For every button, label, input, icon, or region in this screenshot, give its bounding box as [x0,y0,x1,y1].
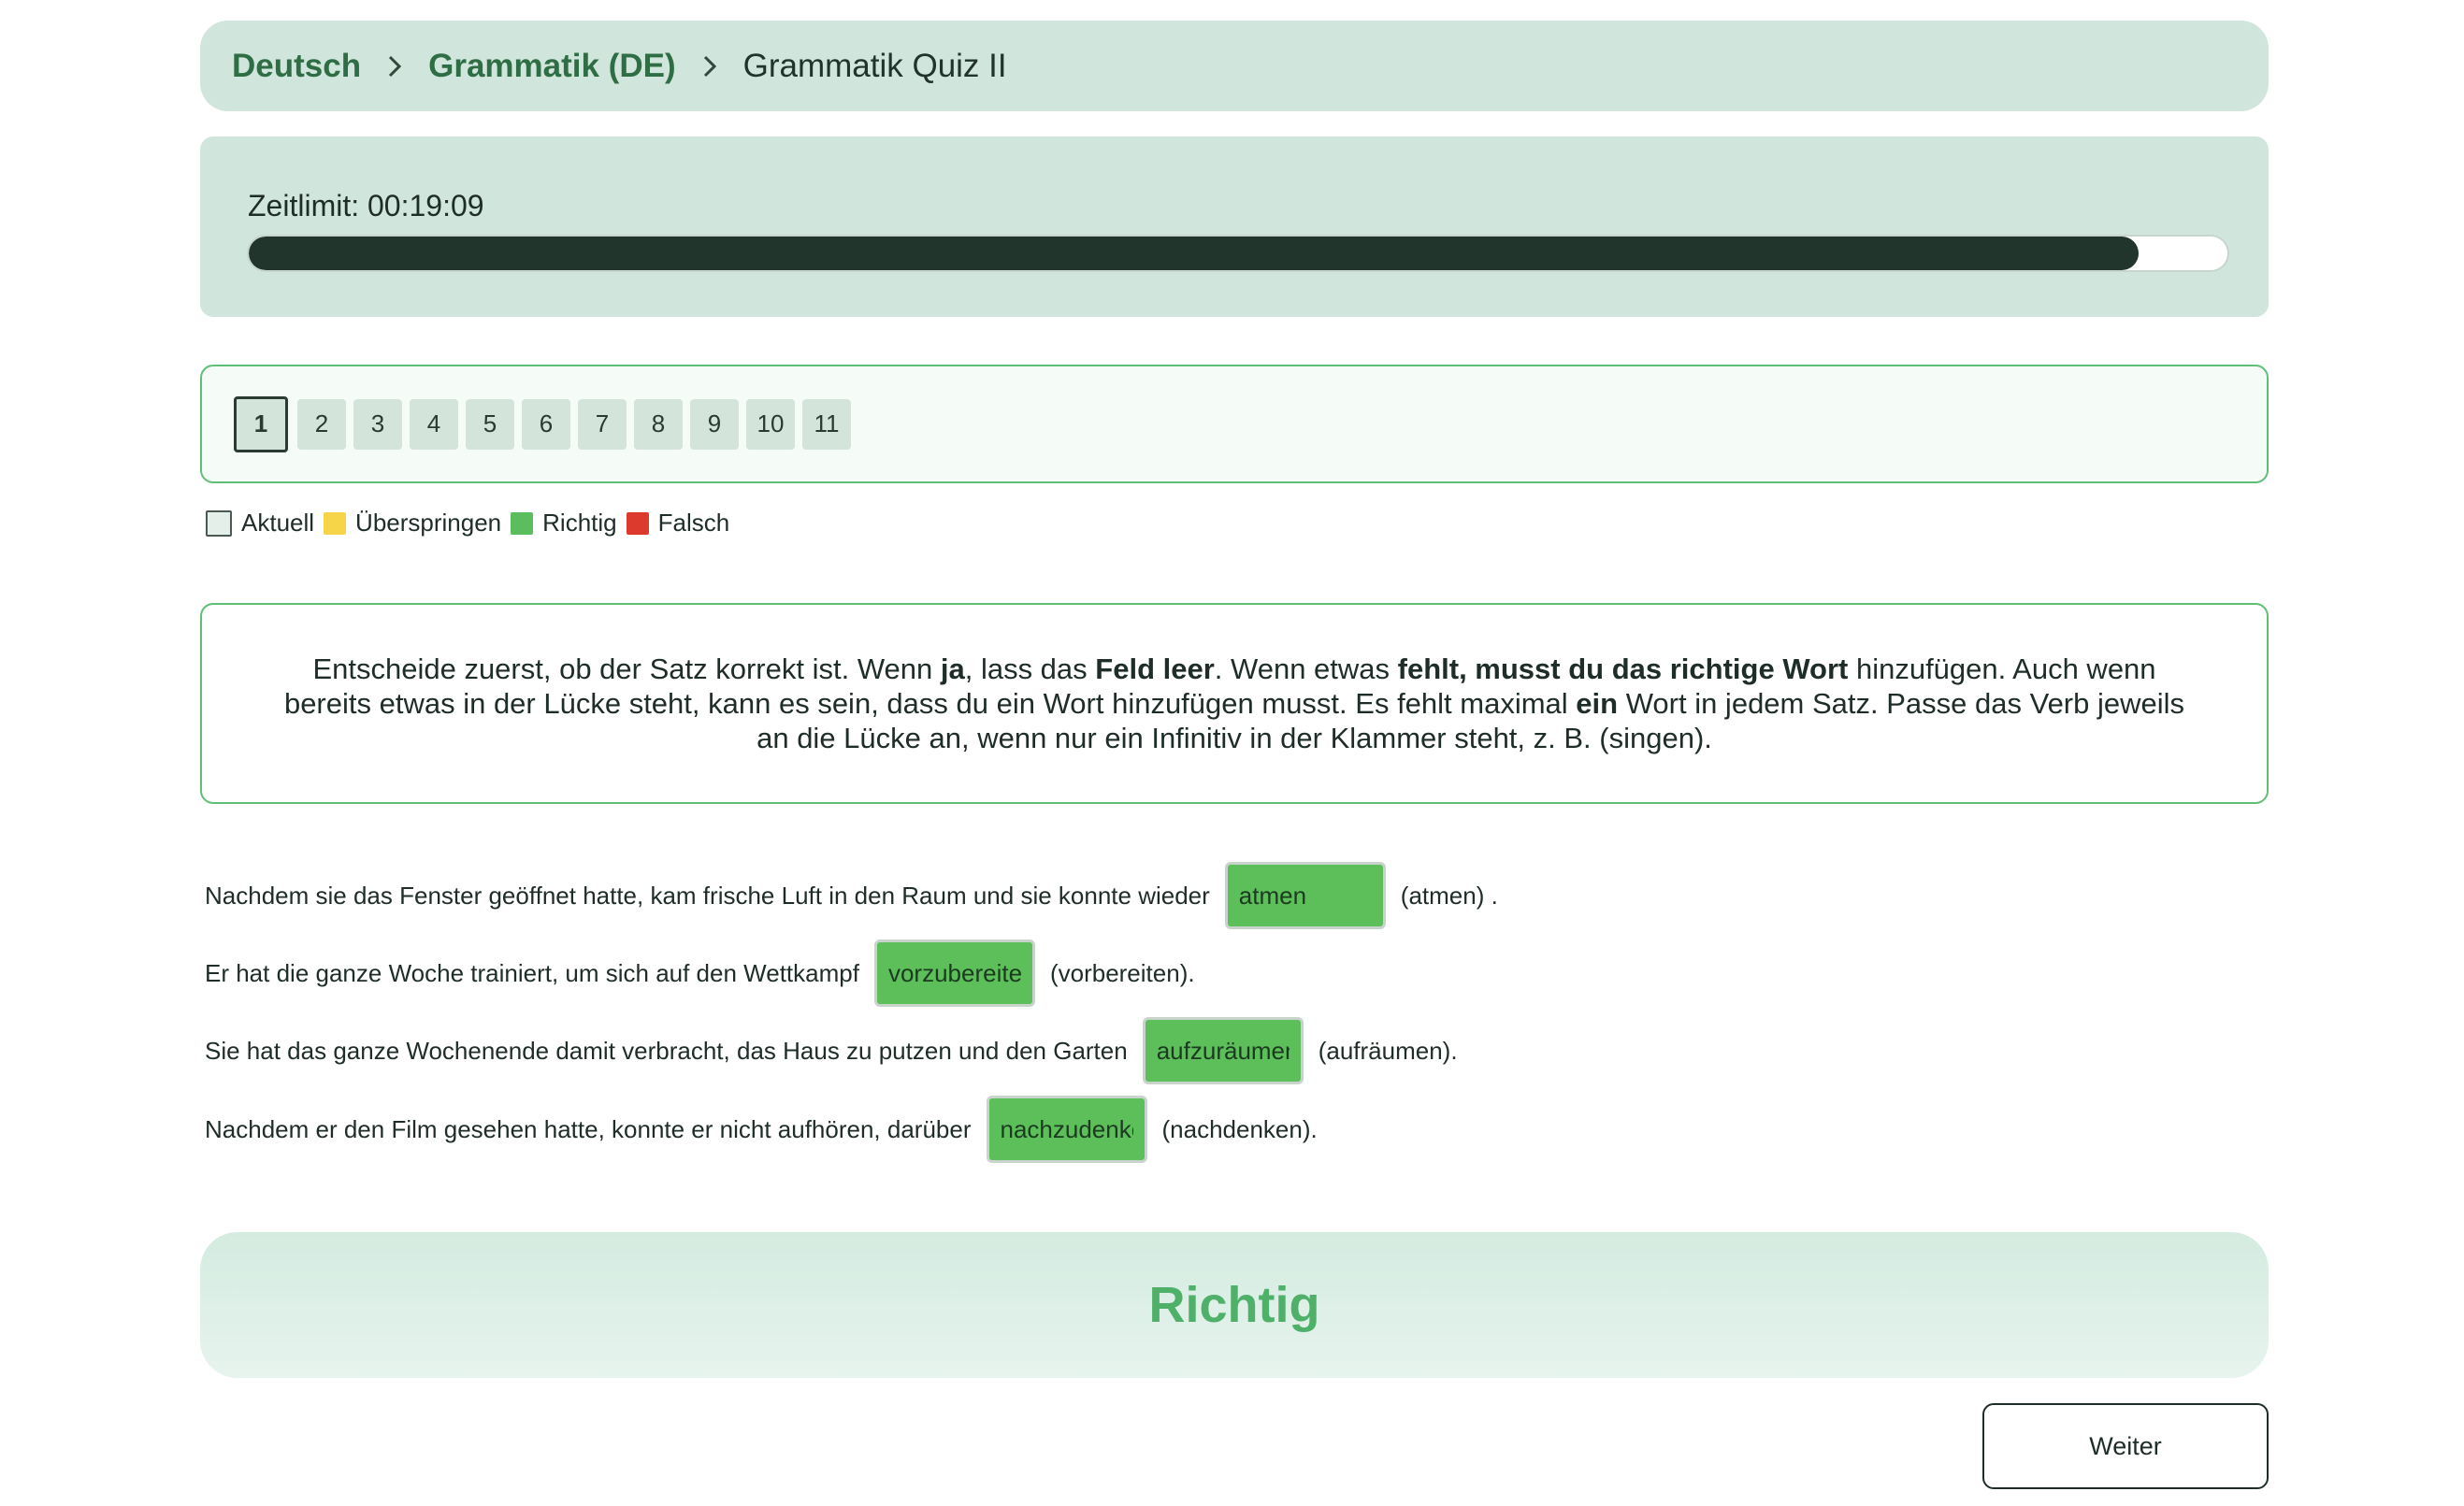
question-button-8[interactable]: 8 [634,399,683,450]
answer-input[interactable] [987,1096,1147,1163]
timer-panel [200,136,2269,317]
instruction-box [200,603,2269,804]
question-button-2[interactable]: 2 [297,399,346,450]
legend-swatch-right [511,512,533,535]
legend-label-wrong: Falsch [657,509,730,537]
breadcrumb-link-grammatik[interactable]: Grammatik (DE) [428,47,676,84]
instruction-text: Entscheide zuerst, ob der Satz korrekt ist. Wenn ja, lass das Feld leer. Wenn etwas fehlt, musst du das richtige Wort hinzufügen. Auch wenn bereits etwas in der Lücke steht, kann es sein, dass du ein Wort hinzufügen musst. Es fehlt maximal ein Wort in jedem Satz. Passe das Verb jeweils an die Lücke an, wenn nur ein Infinitiv in der Klammer steht, z. B. (singen). [283,653,2185,754]
question-button-11[interactable]: 11 [802,399,851,450]
status-legend [206,509,739,538]
legend-label-skip: Überspringen [355,509,502,537]
question-button-9[interactable]: 9 [690,399,739,450]
breadcrumb-link-deutsch[interactable]: Deutsch [232,47,362,84]
chevron-right-icon [385,52,404,80]
sentence-text: Nachdem sie das Fenster geöffnet hatte, kam frische Luft in den Raum und sie konnte wieder [205,881,1210,910]
question-button-3[interactable]: 3 [353,399,402,450]
next-button[interactable]: Weiter [1982,1403,2269,1489]
sentence-hint: (vorbereiten). [1049,958,1195,987]
chevron-right-icon [700,52,719,80]
sentence-hint: (nachdenken). [1161,1114,1318,1143]
sentence-row [205,862,1498,929]
sentence-row [205,1096,1318,1163]
legend-label-current: Aktuell [241,509,315,537]
legend-swatch-current [206,510,232,537]
sentence-row [205,1017,1458,1084]
legend-right [511,509,616,538]
result-banner: Richtig [200,1232,2269,1378]
answer-input[interactable] [1225,862,1386,929]
legend-swatch-wrong [627,512,649,535]
timer-progress-bar [247,235,2229,272]
question-navigation [200,365,2269,483]
breadcrumb-current: Grammatik Quiz II [742,47,1007,84]
question-button-4[interactable]: 4 [410,399,458,450]
sentence-text: Nachdem er den Film gesehen hatte, konnte er nicht aufhören, darüber [205,1114,972,1143]
legend-skip [324,509,501,538]
sentence-text: Er hat die ganze Woche trainiert, um sich auf den Wettkampf [205,958,859,987]
question-button-10[interactable]: 10 [746,399,795,450]
legend-label-right: Richtig [542,509,617,537]
legend-wrong [627,509,730,538]
timer-label: Zeitlimit: 00:19:09 [248,189,484,222]
sentence-hint: (aufräumen). [1318,1036,1458,1065]
answer-input[interactable] [874,939,1035,1007]
question-button-7[interactable]: 7 [578,399,627,450]
legend-swatch-skip [324,512,346,535]
answer-input[interactable] [1143,1017,1304,1084]
breadcrumb [200,21,2269,111]
sentence-text: Sie hat das ganze Wochenende damit verbracht, das Haus zu putzen und den Garten [205,1036,1128,1065]
question-button-5[interactable]: 5 [466,399,514,450]
question-button-1[interactable]: 1 [234,396,288,452]
question-button-6[interactable]: 6 [522,399,570,450]
timer-progress-fill [249,237,2139,270]
legend-current [206,509,314,538]
sentence-hint: (atmen) . [1400,881,1498,910]
sentence-row [205,939,1195,1007]
